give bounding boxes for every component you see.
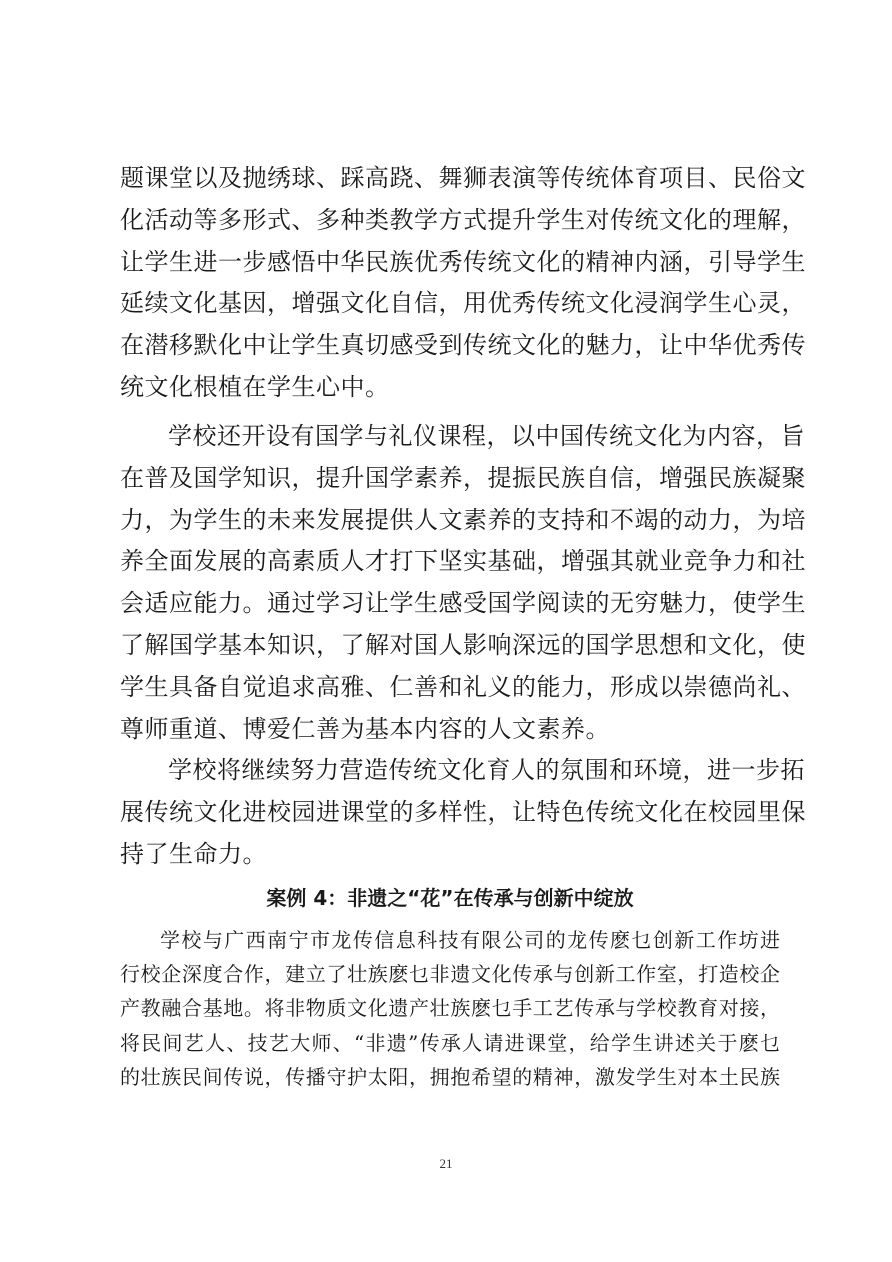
case-heading: 案例 4：非遗之“花”在传承与创新中绽放 — [266, 886, 634, 910]
text-line: 尊师重道、博爱仁善为基本内容的人文素养。 — [120, 714, 610, 743]
text-line: 的壮族民间传说，传播守护太阳，拥抱希望的精神，激发学生对本土民族 — [120, 1064, 780, 1089]
text-line: 学校还开设有国学与礼仪课程，以中国传统文化为内容，旨 — [168, 422, 805, 450]
text-line: 在普及国学知识，提升国学素养，提振民族自信，增强民族凝聚 — [120, 463, 806, 492]
text-line: 学生具备自觉追求高雅、仁善和礼义的能力，形成以崇德尚礼、 — [120, 672, 806, 701]
text-line: 力，为学生的未来发展提供人文素养的支持和不竭的动力，为培 — [120, 505, 806, 534]
page-number: 21 — [439, 1156, 453, 1171]
paragraph-traditional-culture-activities — [120, 158, 806, 409]
text-line: 延续文化基因，增强文化自信，用优秀传统文化浸润学生心灵， — [120, 289, 806, 318]
text-line: 题课堂以及抛绣球、踩高跷、舞狮表演等传统体育项目、民俗文 — [120, 164, 806, 192]
paragraph-continue-efforts — [120, 750, 806, 875]
text-line: 会适应能力。通过学习让学生感受国学阅读的无穷魅力，使学生 — [120, 589, 806, 618]
text-line: 让学生进一步感悟中华民族优秀传统文化的精神内涵，引导学生 — [120, 247, 806, 276]
text-line: 统文化根植在学生心中。 — [120, 372, 390, 401]
text-line: 在潜移默化中让学生真切感受到传统文化的魅力，让中华优秀传 — [120, 331, 806, 360]
text-line: 持了生命力。 — [120, 839, 267, 868]
paragraph-case-4 — [120, 923, 780, 1094]
text-line: 化活动等多形式、多种类教学方式提升学生对传统文化的理解， — [120, 205, 806, 234]
paragraph-guoxue-etiquette-course — [120, 416, 806, 750]
text-line: 了解国学基本知识，了解对国人影响深远的国学思想和文化，使 — [120, 630, 806, 659]
text-line: 将民间艺人、技艺大师、“非遗”传承人请进课堂，给学生讲述关于麽乜 — [120, 1030, 780, 1055]
text-line: 学校与广西南宁市龙传信息科技有限公司的龙传麽乜创新工作坊进 — [160, 928, 780, 952]
text-line: 养全面发展的高素质人才打下坚实基础，增强其就业竞争力和社 — [120, 547, 806, 576]
text-line: 展传统文化进校园进课堂的多样性，让特色传统文化在校园里保 — [120, 797, 806, 826]
text-line: 行校企深度合作，建立了壮族麽乜非遗文化传承与创新工作室，打造校企 — [120, 962, 780, 987]
text-line: 学校将继续努力营造传统文化育人的氛围和环境，进一步拓 — [168, 756, 805, 784]
text-line: 产教融合基地。将非物质文化遗产壮族麽乜手工艺传承与学校教育对接， — [120, 996, 780, 1021]
